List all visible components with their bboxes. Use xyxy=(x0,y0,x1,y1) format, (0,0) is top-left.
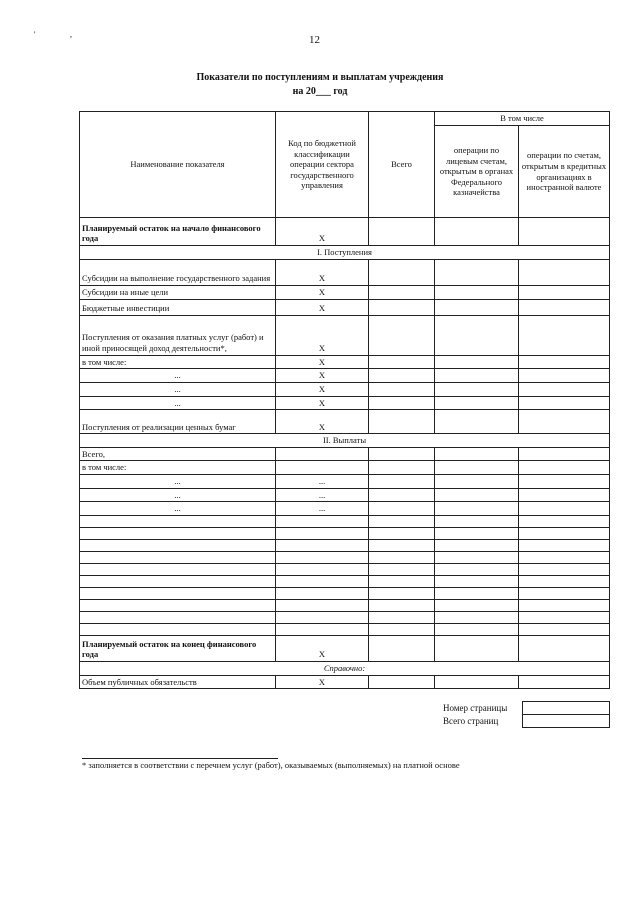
dots: ... xyxy=(276,475,369,489)
scan-speck: ' xyxy=(34,30,36,39)
table-row xyxy=(80,502,610,516)
x-mark: X xyxy=(276,259,369,285)
paid-services-label: Поступления от оказания платных услуг (работ) и иной приносящей доход деятельности*, xyxy=(80,315,276,355)
page-number-label: Номер страницы xyxy=(443,703,508,713)
dots: ... xyxy=(80,369,276,383)
section-receipts: I. Поступления xyxy=(80,246,610,260)
x-mark: X xyxy=(276,369,369,383)
table-row xyxy=(80,315,610,355)
start-balance-label: Планируемый остаток на начало финансового года xyxy=(80,218,276,246)
table-row xyxy=(80,396,610,410)
x-mark: X xyxy=(276,410,369,434)
public-obligations-label: Объем публичных обязательств xyxy=(80,675,276,689)
x-mark: X xyxy=(276,382,369,396)
dots: ... xyxy=(276,502,369,516)
page-number-box xyxy=(522,701,610,715)
budget-invest-label: Бюджетные инвестиции xyxy=(80,299,276,315)
x-mark: X xyxy=(276,299,369,315)
header-code: Код по бюджетной классификации операции сектора государственного управления xyxy=(276,112,369,218)
table-row xyxy=(80,299,610,315)
x-mark: X xyxy=(276,285,369,299)
page-number: 12 xyxy=(309,34,320,46)
including-label: в том числе: xyxy=(80,461,276,475)
x-mark: X xyxy=(276,218,369,246)
x-mark: X xyxy=(276,315,369,355)
x-mark: X xyxy=(276,635,369,661)
header-total: Всего xyxy=(369,112,435,218)
total-pages-box xyxy=(522,714,610,728)
header-name: Наименование показателя xyxy=(80,112,276,218)
dots: ... xyxy=(80,488,276,502)
indicators-table xyxy=(79,111,610,689)
table-row xyxy=(80,635,610,661)
document-subtitle: на 20___ год xyxy=(292,86,348,97)
securities-label: Поступления от реализации ценных бумаг xyxy=(80,410,276,434)
dots: ... xyxy=(276,488,369,502)
table-row xyxy=(80,218,610,246)
table-row xyxy=(80,410,610,434)
subsidy-task-label: Субсидии на выполнение государственного задания xyxy=(80,259,276,285)
table-row xyxy=(80,447,610,461)
including-label: в том числе: xyxy=(80,355,276,369)
header-credit-org: операции по счетам, открытым в кредитных организациях в иностранной валюте xyxy=(519,126,610,218)
subsidy-other-label: Субсидии на иные цели xyxy=(80,285,276,299)
dots: ... xyxy=(80,475,276,489)
total-label: Всего, xyxy=(80,447,276,461)
x-mark: X xyxy=(276,675,369,689)
footnote: * заполняется в соответствии с перечнем услуг (работ), оказываемых (выполняемых) на платной основе xyxy=(82,760,460,770)
table-row xyxy=(80,461,610,475)
x-mark: X xyxy=(276,355,369,369)
table-row xyxy=(80,369,610,383)
footnote-rule xyxy=(82,758,278,759)
section-reference: Справочно: xyxy=(80,661,610,675)
table-row xyxy=(80,355,610,369)
table-row xyxy=(80,285,610,299)
dots: ... xyxy=(80,382,276,396)
end-balance-label: Планируемый остаток на конец финансового года xyxy=(80,635,276,661)
table-row xyxy=(80,259,610,285)
table-row xyxy=(80,475,610,489)
dots: ... xyxy=(80,502,276,516)
scan-speck: , xyxy=(70,30,72,39)
section-payments: II. Выплаты xyxy=(80,434,610,448)
x-mark: X xyxy=(276,396,369,410)
table-row xyxy=(80,675,610,689)
table-row xyxy=(80,488,610,502)
header-fed-treasury: операции по лицевым счетам, открытым в органах Федерального казначейства xyxy=(435,126,519,218)
table-row xyxy=(80,382,610,396)
total-pages-label: Всего страниц xyxy=(443,716,499,726)
header-including: В том числе xyxy=(435,112,610,126)
dots: ... xyxy=(80,396,276,410)
document-title: Показатели по поступлениям и выплатам учреждения xyxy=(196,72,444,83)
